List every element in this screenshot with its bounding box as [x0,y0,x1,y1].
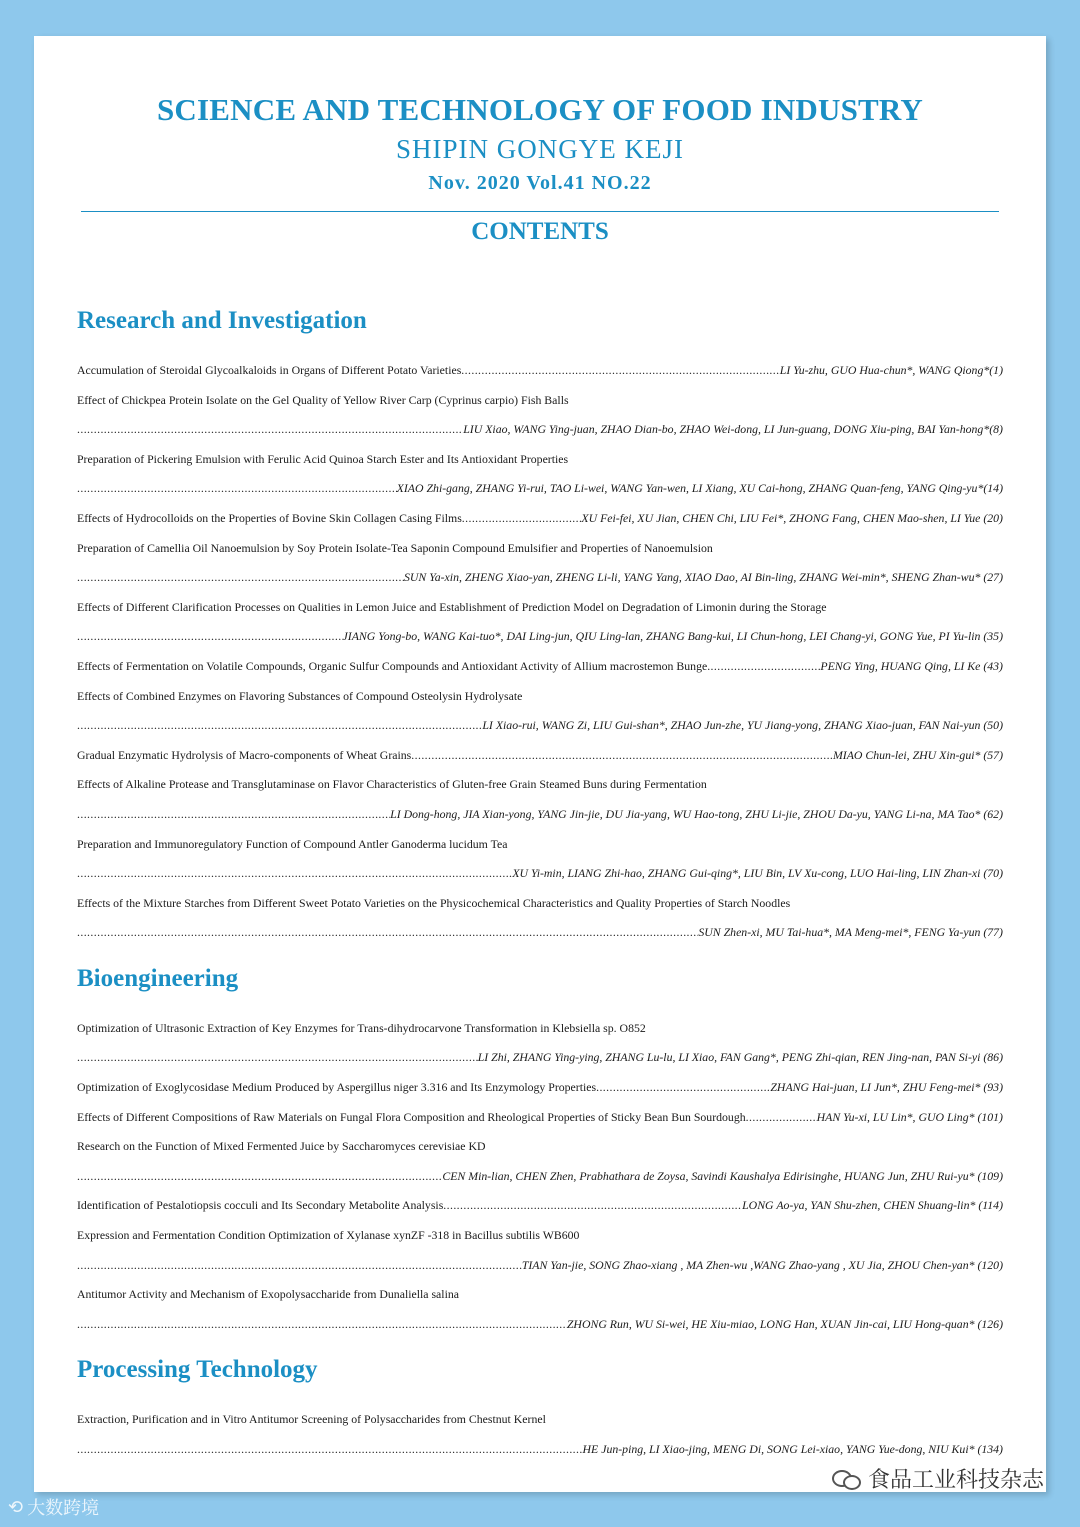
toc-entry [77,682,1003,712]
article-authors: HE Jun-ping, LI Xiao-jing, MENG Di, SONG Lei-xiao, YANG Yue-dong, NIU Kui* (134) [582,1442,1003,1456]
brand-logo-icon: ⟲ [8,1496,24,1518]
article-title: Effects of Combined Enzymes on Flavoring Substances of Compound Osteolysin Hydrolysate [77,688,523,703]
article-authors: LI Dong-hong, JIA Xian-yong, YANG Jin-jie, DU Jia-yang, WU Hao-tong, ZHU Li-jie, ZHOU Da-yu, YANG Li-na, MA Tao* (62) [390,806,1003,821]
article-authors: LIU Xiao, WANG Ying-juan, ZHAO Dian-bo, ZHAO Wei-dong, LI Jun-guang, DONG Xiu-ping, BAI Yan-hong*(8) [463,422,1003,437]
toc-entry [77,504,1003,534]
brand-logo-label: 大数跨境 [27,1498,100,1519]
article-title: Extraction, Purification and in Vitro Antitumor Screening of Polysaccharides from Chestnut Kernel [77,1412,546,1427]
toc-entry [77,1435,1003,1465]
toc-entry [77,563,1003,593]
article-authors: LI Yu-zhu, GUO Hua-chun*, WANG Qiong*(1) [779,363,1003,377]
article-authors: TIAN Yan-jie, SONG Zhao-xiang , MA Zhen-wu ,WANG Zhao-yang , XU Jia, ZHOU Chen-yan* (120) [521,1257,1003,1272]
toc-entry [77,800,1003,830]
toc-entry [77,1221,1003,1251]
article-title: Effects of Fermentation on Volatile Compounds, Organic Sulfur Compounds and Antioxidant Activity of Allium macrostemon Bunge [77,658,708,673]
issue-info: Nov. 2020 Vol.41 NO.22 [428,172,652,194]
toc-entry [77,889,1003,919]
article-authors: SUN Ya-xin, ZHENG Xiao-yan, ZHENG Li-li, YANG Yang, XIAO Dao, AI Bin-ling, ZHANG Wei-min*, SHENG Zhan-wu* (27) [404,570,1003,585]
article-authors: LI Xiao-rui, WANG Zi, LIU Gui-shan*, ZHAO Jun-zhe, YU Jiang-yong, ZHANG Xiao-juan, FAN Nai-yun (50) [482,718,1003,733]
article-title: Optimization of Ultrasonic Extraction of Key Enzymes for Trans-dihydrocarvone Transformation in Klebsiella sp. O852 [77,1020,646,1035]
leader-dots [746,1103,817,1133]
section-heading: Research and Investigation [77,307,367,334]
toc-entry [77,622,1003,652]
contents-heading: CONTENTS [471,218,609,245]
leader-dots [77,1310,567,1340]
toc-entry [77,918,1003,948]
toc-entry [77,1103,1003,1133]
toc-entry [77,386,1003,416]
toc-entry [77,1191,1003,1221]
toc-entry [77,593,1003,623]
article-authors: XIAO Zhi-gang, ZHANG Yi-rui, TAO Li-wei, WANG Yan-wen, LI Xiang, XU Cai-hong, ZHANG Quan-feng, YANG Qing-yu*(14) [396,481,1003,496]
toc-entry [77,1132,1003,1162]
article-title: Identification of Pestalotiopsis cocculi and Its Secondary Metabolite Analysis [77,1198,444,1213]
toc-entry [77,1251,1003,1281]
wechat-icon [832,1468,862,1490]
toc-entry [77,1014,1003,1044]
toc-entry [77,1405,1003,1435]
article-title: Effects of Alkaline Protease and Transglutaminase on Flavor Characteristics of Gluten-free Grain Steamed Buns during Fermentation [77,777,707,792]
article-authors: JIANG Yong-bo, WANG Kai-tuo*, DAI Ling-jun, QIU Ling-lan, ZHANG Bang-kui, LI Chun-hong, LEI Chang-yi, GONG Yue, PI Yu-lin (35) [342,629,1003,644]
journal-subtitle: SHIPIN GONGYE KEJI [396,134,684,164]
leader-dots [443,1191,742,1221]
toc-entry [77,1310,1003,1340]
leader-dots [77,563,404,593]
toc-entry [77,770,1003,800]
leader-dots [462,504,582,534]
article-authors: SUN Zhen-xi, MU Tai-hua*, MA Meng-mei*, FENG Ya-yun (77) [698,925,1003,940]
article-authors: LONG Ao-ya, YAN Shu-zhen, CHEN Shuang-lin* (114) [742,1198,1003,1213]
toc-section [77,962,1003,1340]
table-of-contents [77,304,1003,1465]
brand-watermark [8,1494,99,1520]
wechat-account-label: 食品工业科技杂志 [867,1468,1044,1493]
leader-dots [77,918,698,948]
article-authors: PENG Ying, HUANG Qing, LI Ke (43) [820,658,1003,673]
leader-dots [77,1435,583,1465]
article-title: Preparation and Immunoregulatory Function of Compound Antler Ganoderma lucidum Tea [77,836,508,851]
article-authors: MIAO Chun-lei, ZHU Xin-gui* (57) [832,747,1003,762]
article-title: Effects of the Mixture Starches from Different Sweet Potato Varieties on the Physicochemical Characteristics and Quality Properties of Starch Noodles [77,895,791,910]
toc-entry [77,445,1003,475]
toc-entry [77,356,1003,386]
toc-entry [77,830,1003,860]
article-title: Gradual Enzymatic Hydrolysis of Macro-components of Wheat Grains [77,747,412,762]
leader-dots [77,1251,522,1281]
leader-dots [707,652,820,682]
article-authors: CEN Min-lian, CHEN Zhen, Prabhathara de Zoysa, Savindi Kaushalya Edirisinghe, HUANG Jun, ZHU Rui-yu* (109) [442,1168,1003,1183]
article-title: Preparation of Camellia Oil Nanoemulsion by Soy Protein Isolate-Tea Saponin Compound Emulsifier and Properties of Nanoemulsion [77,540,713,555]
article-title: Preparation of Pickering Emulsion with Ferulic Acid Quinoa Starch Ester and Its Antioxidant Properties [77,451,569,466]
leader-dots [77,1043,478,1073]
article-authors: ZHANG Hai-juan, LI Jun*, ZHU Feng-mei* (93) [770,1080,1003,1095]
journal-title: SCIENCE AND TECHNOLOGY OF FOOD INDUSTRY [156,92,924,127]
article-authors: XU Fei-fei, XU Jian, CHEN Chi, LIU Fei*, ZHONG Fang, CHEN Mao-shen, LI Yue (20) [581,510,1003,525]
article-authors: ZHONG Run, WU Si-wei, HE Xiu-miao, LONG Han, XUAN Jin-cai, LIU Hong-quan* (126) [566,1316,1003,1331]
leader-dots [461,356,780,386]
leader-dots [77,415,463,445]
article-title: Research on the Function of Mixed Fermented Juice by Saccharomyces cerevisiae KD [77,1139,486,1154]
leader-dots [77,1162,442,1192]
contents-page [34,36,1046,1492]
wechat-watermark [832,1463,1044,1494]
leader-dots [596,1073,770,1103]
toc-entry [77,1162,1003,1192]
toc-entry [77,859,1003,889]
article-authors: LI Zhi, ZHANG Ying-ying, ZHANG Lu-lu, LI Xiao, FAN Gang*, PENG Zhi-qian, REN Jing-nan, PAN Si-yi (86) [477,1050,1003,1065]
header-divider [81,211,999,212]
toc-entry [77,652,1003,682]
article-title: Effects of Hydrocolloids on the Properties of Bovine Skin Collagen Casing Films [77,510,462,525]
toc-section [77,1353,1003,1464]
article-title: Antitumor Activity and Mechanism of Exopolysaccharide from Dunaliella salina [77,1287,459,1302]
toc-entry [77,474,1003,504]
toc-entry [77,1280,1003,1310]
article-authors: XU Yi-min, LIANG Zhi-hao, ZHANG Gui-qing*, LIU Bin, LV Xu-cong, LUO Hai-ling, LIN Zhan-xi (70) [512,866,1003,881]
leader-dots [411,741,833,771]
section-heading: Processing Technology [77,1356,318,1384]
leader-dots [77,474,397,504]
toc-entry [77,534,1003,564]
article-title: Accumulation of Steroidal Glycoalkaloids in Organs of Different Potato Varieties [77,363,462,377]
article-title: Effects of Different Compositions of Raw Materials on Fungal Flora Composition and Rheological Properties of Sticky Bean Bun Sourdough [77,1109,746,1124]
article-title: Effects of Different Clarification Processes on Qualities in Lemon Juice and Establishment of Prediction Model on Degradation of Limonin during the Storage [77,599,827,614]
toc-entry [77,415,1003,445]
section-heading: Bioengineering [77,964,239,992]
article-title: Optimization of Exoglycosidase Medium Produced by Aspergillus niger 3.316 and Its Enzymology Properties [77,1080,597,1095]
leader-dots [77,622,343,652]
toc-entry [77,711,1003,741]
article-title: Expression and Fermentation Condition Optimization of Xylanase xynZF -318 in Bacillus subtilis WB600 [77,1228,580,1243]
toc-entry [77,1073,1003,1103]
toc-entry [77,1043,1003,1073]
toc-section [77,304,1003,948]
toc-entry [77,741,1003,771]
article-title: Effect of Chickpea Protein Isolate on the Gel Quality of Yellow River Carp (Cyprinus carpio) Fish Balls [77,392,569,407]
leader-dots [77,711,482,741]
leader-dots [77,800,390,830]
article-authors: HAN Yu-xi, LU Lin*, GUO Ling* (101) [816,1109,1003,1124]
leader-dots [77,859,512,889]
